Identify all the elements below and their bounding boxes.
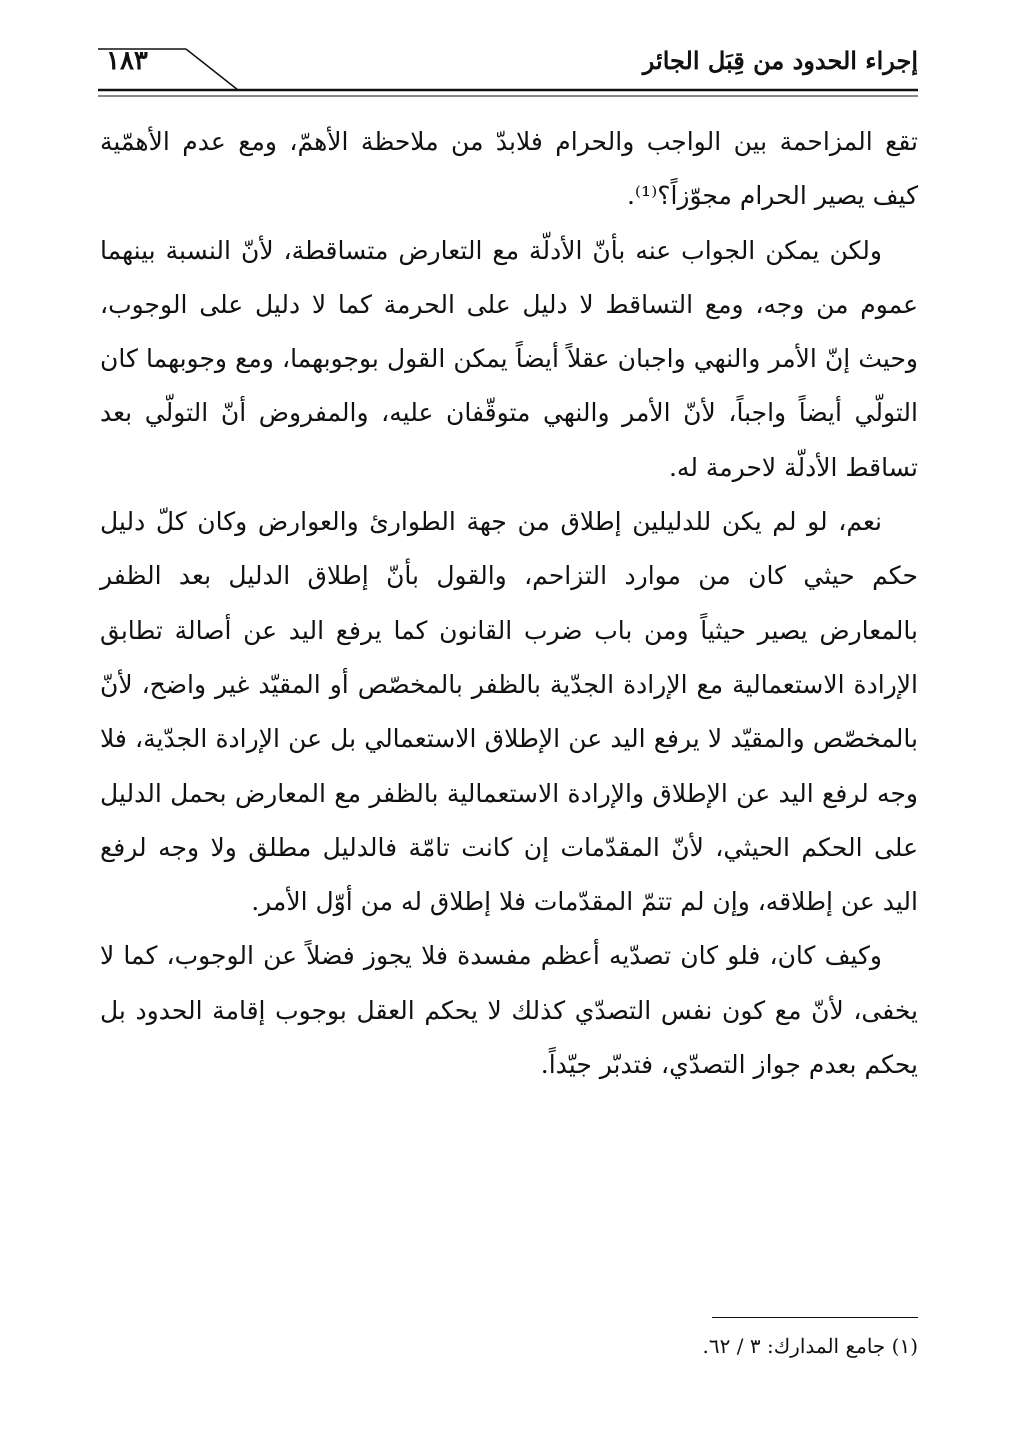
main-text xyxy=(100,115,918,1092)
running-header xyxy=(98,40,918,98)
footnote: (١) جامع المدارك: ٣ / ٦٢. xyxy=(702,1334,918,1358)
paragraph-4: وكيف كان، فلو كان تصدّيه أعظم مفسدة فلا يجوز فضلاً عن الوجوب، كما لا يخفى، لأنّ مع كون نفس التصدّي كذلك لا يحكم العقل بوجوب إقامة الحدود بل يحكم بعدم جواز التصدّي، فتدبّر جيّداً. xyxy=(100,941,918,1080)
paragraph-1: تقع المزاحمة بين الواجب والحرام فلابدّ من ملاحظة الأهمّ، ومع عدم الأهمّية كيف يصير الحرام مجوّزاً؟⁽¹⁾. xyxy=(100,127,918,211)
page-number: ١٨٣ xyxy=(106,46,148,76)
paragraph-2: ولكن يمكن الجواب عنه بأنّ الأدلّة مع التعارض متساقطة، لأنّ النسبة بينهما عموم من وجه، ومع التساقط لا دليل على الحرمة كما لا دليل على الوجوب، وحيث إنّ الأمر والنهي واجبان عقلاً أيضاً يمكن القول بوجوبهما، ومع وجوبهما كان التولّي أيضاً واجباً، لأنّ الأمر والنهي متوقّفان عليه، والمفروض أنّ التولّي بعد تساقط الأدلّة لاحرمة له. xyxy=(100,235,918,482)
footnote-separator xyxy=(712,1317,918,1318)
running-title: إجراء الحدود من قِبَل الجائر xyxy=(642,46,918,75)
paragraph-3: نعم، لو لم يكن للدليلين إطلاق من جهة الطوارئ والعوارض وكان كلّ دليل حكم حيثي كان من موارد التزاحم، والقول بأنّ إطلاق الدليل بعد الظفر بالمعارض يصير حيثياً ومن باب ضرب القانون كما يرفع اليد عن أصالة تطابق الإرادة الاستعمالية مع الإرادة الجدّية بالظفر بالمخصّص أو المقيّد غير واضح، لأنّ بالمخصّص والمقيّد لا يرفع اليد عن الإطلاق الاستعمالي بل عن الإرادة الجدّية، فلا وجه لرفع اليد عن الإطلاق والإرادة الاستعمالية بالظفر مع المعارض بحمل الدليل على الحكم الحيثي، لأنّ المقدّمات إن كانت تامّة فالدليل مطلق ولا وجه لرفع اليد عن إطلاقه، وإن لم تتمّ المقدّمات فلا إطلاق له من أوّل الأمر. xyxy=(100,507,918,917)
